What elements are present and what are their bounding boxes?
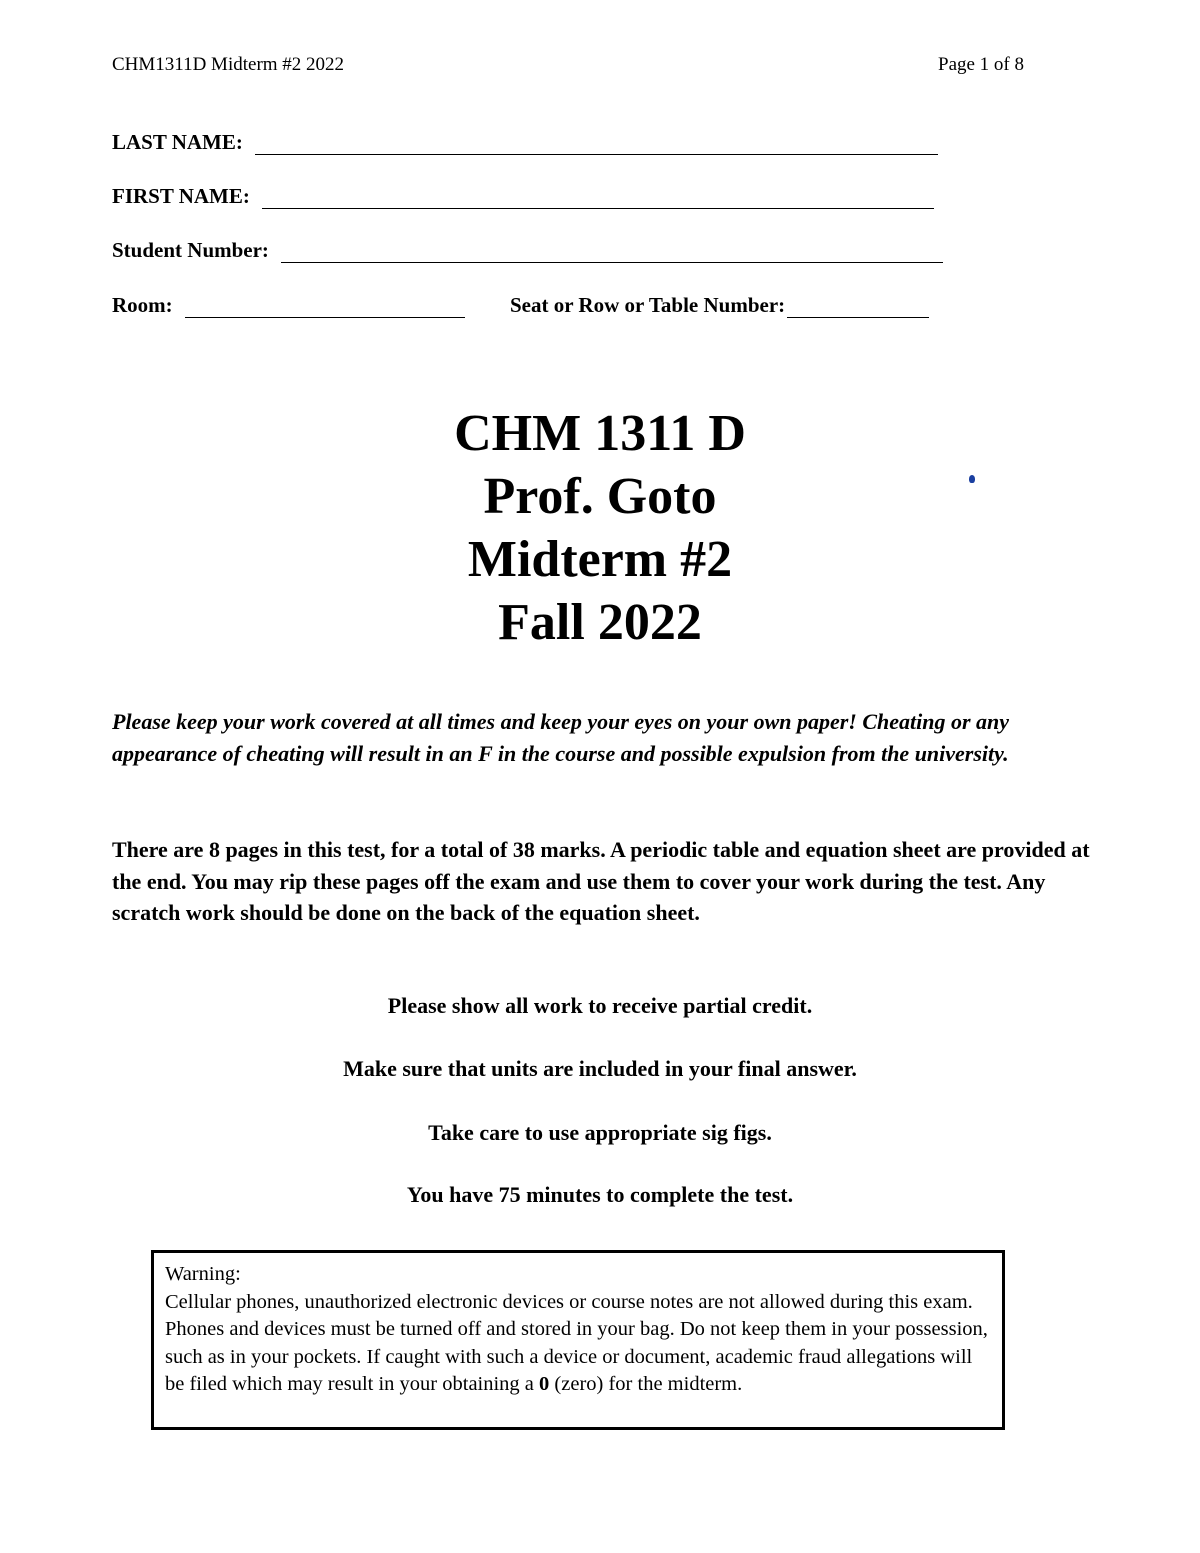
professor-name: Prof. Goto — [483, 468, 717, 525]
first-name-label: FIRST NAME: — [112, 184, 250, 208]
first-name-blank[interactable] — [262, 186, 934, 209]
exam-name: Midterm #2 — [467, 531, 733, 588]
seat-label: Seat or Row or Table Number: — [510, 293, 786, 317]
document-header-title: CHM1311D Midterm #2 2022 — [112, 54, 345, 75]
warning-tail: (zero) for the midterm. — [549, 1373, 743, 1395]
student-number-label: Student Number: — [112, 238, 269, 262]
warning-box — [151, 1250, 1005, 1430]
warning-text: Cellular phones, unauthorized electronic devices or course notes are not allowed during this exam. Phones and devices must be turned off and stored in your bag. Do not keep them in your possession, such as in your pockets. If caught with such a device or document, academic fraud allegations will be filed which may result in your obtaining a — [165, 1290, 988, 1395]
warning-zero: 0 — [539, 1373, 550, 1395]
room-field — [112, 293, 465, 318]
first-name-field — [112, 184, 934, 209]
page-number: Page 1 of 8 — [938, 54, 1025, 75]
student-number-blank[interactable] — [281, 240, 943, 263]
cheating-notice: Please keep your work covered at all times and keep your eyes on your own paper! Cheating or any appearance of cheating will result in an F in the course and possible expulsion from the university. — [112, 709, 1010, 766]
instruction-partial-credit: Please show all work to receive partial credit. — [387, 993, 813, 1018]
last-name-blank[interactable] — [255, 132, 938, 155]
last-name-field — [112, 130, 938, 155]
seat-blank[interactable] — [787, 295, 929, 318]
room-blank[interactable] — [185, 295, 465, 318]
ink-dot — [969, 475, 975, 483]
student-number-field — [112, 238, 943, 263]
instruction-units: Make sure that units are included in your final answer. — [343, 1056, 857, 1081]
exam-title — [0, 402, 1200, 654]
warning-title: Warning: — [165, 1263, 241, 1285]
seat-field — [510, 293, 929, 318]
instruction-time: You have 75 minutes to complete the test. — [406, 1182, 794, 1207]
exam-term: Fall 2022 — [498, 594, 702, 651]
room-label: Room: — [112, 293, 173, 317]
last-name-label: LAST NAME: — [112, 130, 243, 154]
course-code: CHM 1311 D — [454, 405, 746, 462]
instruction-sig-figs: Take care to use appropriate sig figs. — [428, 1120, 772, 1145]
test-info-paragraph: There are 8 pages in this test, for a total of 38 marks. A periodic table and equation sheet are provided at the end. You may rip these pages off the exam and use them to cover your work during the test. Any scratch work should be done on the back of the equation sheet. — [112, 837, 1090, 925]
